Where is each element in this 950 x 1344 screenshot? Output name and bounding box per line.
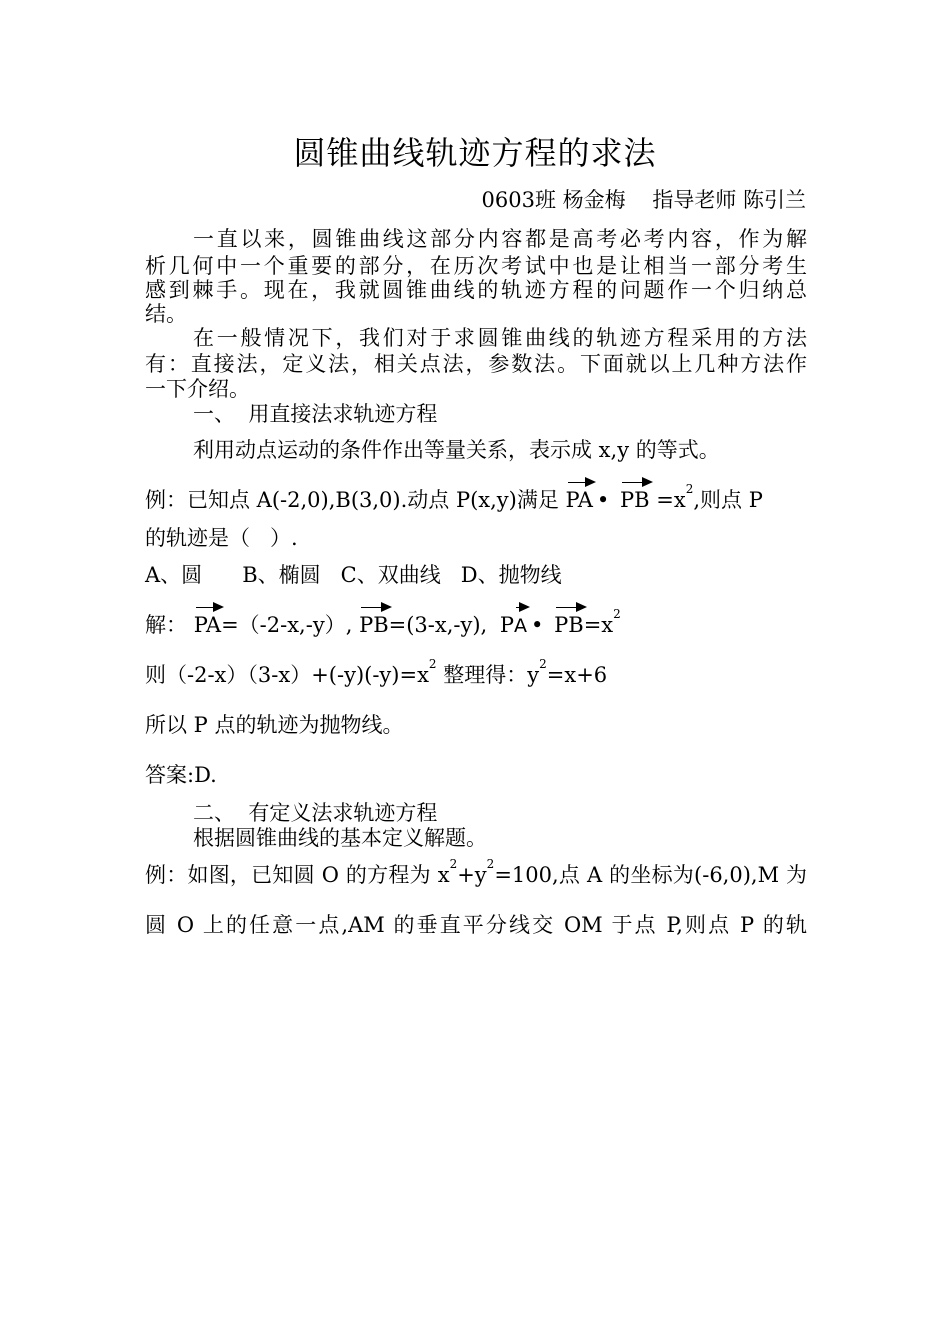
document-title: 圆锥曲线轨迹方程的求法	[293, 134, 657, 172]
vector-arrow-icon	[361, 607, 389, 608]
example1-options: A、圆 B、椭圆 C、双曲线 D、抛物线	[145, 563, 562, 587]
vector-pb: PB	[620, 488, 650, 512]
solution1-answer: 答案:D.	[145, 763, 217, 787]
vector-pb: PB	[554, 613, 584, 637]
intro-p1-line3: 感到棘手。现在，我就圆锥曲线的轨迹方程的问题作一个归纳总	[145, 278, 807, 302]
example1-line1: 例：已知点 A(-2,0),B(3,0).动点 P(x,y)满足 PA • PB $=x^2$,则点 P	[145, 482, 763, 512]
author-line: 0603班 杨金梅 指导老师 陈引兰	[481, 188, 806, 212]
solution1-line1: 解： PA=（-2-x,-y）, PB=(3-x,-y), P A • $PB=x^2$	[145, 607, 621, 637]
section2-description: 根据圆锥曲线的基本定义解题。	[193, 826, 487, 850]
solution1-line2: 则$(-2-x)(3-x)+(-y)(-y)=x^2$ 整理得：$y^2=x+6$	[145, 657, 608, 687]
example1-line2: 的轨迹是（ ）.	[145, 526, 298, 550]
vector-arrow-icon	[568, 482, 593, 483]
vector-pa: PA	[566, 488, 593, 512]
solution1-line3: 所以 P 点的轨迹为抛物线。	[145, 713, 404, 737]
intro-p1-line2: 析几何中一个重要的部分，在历次考试中也是让相当一部分考生	[145, 254, 807, 278]
section2-heading: 二、 有定义法求轨迹方程	[193, 801, 438, 825]
intro-p1-line1: 一直以来，圆锥曲线这部分内容都是高考必考内容，作为解	[193, 227, 807, 251]
example2-line2: 圆 O 上的任意一点,AM 的垂直平分线交 OM 于点 P,则点 P 的轨	[145, 913, 807, 937]
vector-pa: PA	[194, 613, 221, 637]
intro-p2-line3: 一下介绍。	[145, 377, 250, 401]
vector-a: A	[514, 613, 527, 637]
section1-description: 利用动点运动的条件作出等量关系，表示成 x,y 的等式。	[193, 438, 720, 462]
vector-arrow-icon	[196, 607, 221, 608]
intro-p2-line1: 在一般情况下，我们对于求圆锥曲线的轨迹方程采用的方法	[193, 326, 807, 350]
example2-line1: 例：如图，已知圆 O 的方程为 $x^2+y^2=100$,点 A 的坐标为(-6,0),M 为	[145, 857, 807, 887]
vector-arrow-icon	[622, 482, 650, 483]
section1-heading: 一、 用直接法求轨迹方程	[193, 402, 438, 426]
vector-pb: PB	[359, 613, 389, 637]
vector-arrow-icon	[516, 607, 527, 608]
intro-p2-line2: 有：直接法，定义法，相关点法，参数法。下面就以上几种方法作	[145, 352, 807, 376]
vector-arrow-icon	[556, 607, 584, 608]
intro-p1-line4: 结。	[145, 302, 187, 326]
